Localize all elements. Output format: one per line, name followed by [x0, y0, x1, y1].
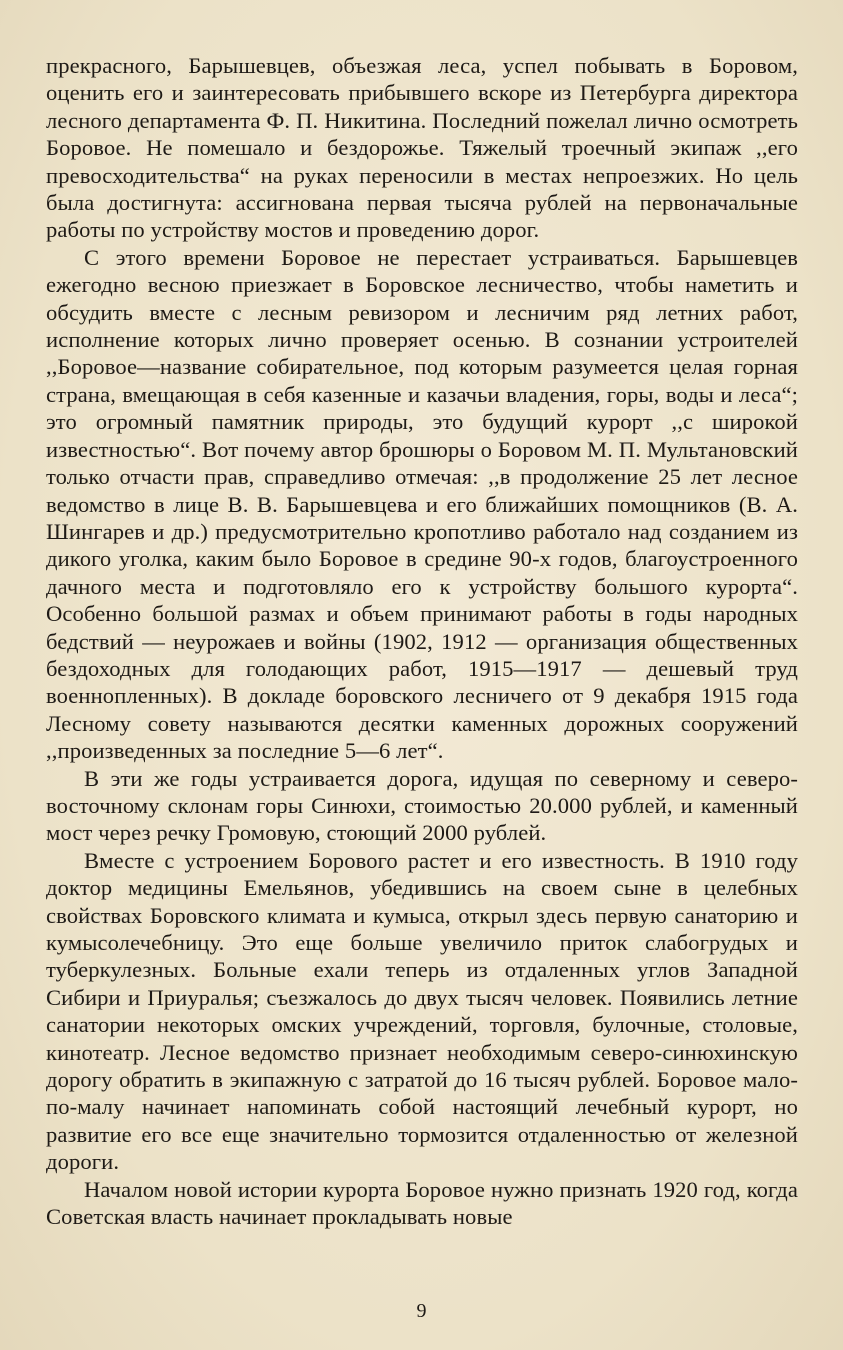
- page-number: 9: [416, 1300, 427, 1322]
- paragraph-4: Вместе с устроением Борового растет и его известность. В 1910 году доктор медицины Емельянов, убедившись на своем сыне в целебных свойствах Боровского климата и кумыса, открыл здесь первую санаторию и кумысолечебницу. Это еще больше увеличило приток слабогрудых и туберкулезных. Больные ехали теперь из отдаленных углов Западной Сибири и Приуралья; съезжалось до двух тысяч человек. Появились летние санатории некоторых омских учреждений, торговля, булочные, столовые, кинотеатр. Лесное ведомство признает необходимым северо-синюхинскую дорогу обратить в экипажную с затратой до 16 тысяч рублей. Боровое мало-по-малу начинает напоминать собой настоящий лечебный курорт, но развитие его все еще значительно тормозится отдаленностью от железной дороги.: [46, 847, 798, 1175]
- paragraph-5: Началом новой истории курорта Боровое нужно признать 1920 год, когда Советская власть начинает прокладывать новые: [46, 1176, 798, 1230]
- paragraph-1: прекрасного, Барышевцев, объезжая леса, успел побывать в Боровом, оценить его и заинтересовать прибывшего вскоре из Петербурга директора лесного департамента Ф. П. Никитина. Последний пожелал лично осмотреть Боровое. Не помешало и бездорожье. Тяжелый троечный экипаж ,,его превосходительства“ на руках переносили в местах непроезжих. Но цель была достигнута: ассигнована первая тысяча рублей на первоначальные работы по устройству мостов и проведению дорог.: [46, 53, 798, 243]
- paragraph-3: В эти же годы устраивается дорога, идущая по северному и северо-восточному склонам горы Синюхи, стоимостью 20.000 рублей, и каменный мост через речку Громовую, стоющий 2000 рублей.: [46, 765, 798, 846]
- paragraph-2: С этого времени Боровое не перестает устраиваться. Барышевцев ежегодно весною приезжает в Боровское лесничество, чтобы наметить и обсудить вместе с лесным ревизором и лесничим ряд летних работ, исполнение которых лично проверяет осенью. В сознании устроителей ,,Боровое—название собирательное, под которым разумеется целая горная страна, вмещающая в себя казенные и казачьи владения, горы, воды и леса“; это огромный памятник природы, это будущий курорт ,,с широкой известностью“. Вот почему автор брошюры о Боровом М. П. Мультановский только отчасти прав, справедливо отмечая: ,,в продолжение 25 лет лесное ведомство в лице В. В. Барышевцева и его ближайших помощников (В. А. Шингарев и др.) предусмотрительно кропотливо работало над созданием из дикого уголка, каким было Боровое в средине 90-х годов, благоустроенного дачного места и подготовляло его к устройству большого курорта“. Особенно большой размах и объем принимают работы в годы народных бедствий — неурожаев и войны (1902, 1912 — организация общественных бездоходных для голодающих работ, 1915—1917 — дешевый труд военнопленных). В докладе боровского лесничего от 9 декабря 1915 года Лесному совету называются десятки каменных дорожных сооружений ,,произведенных за последние 5—6 лет“.: [46, 244, 798, 764]
- body-text: [46, 52, 798, 1230]
